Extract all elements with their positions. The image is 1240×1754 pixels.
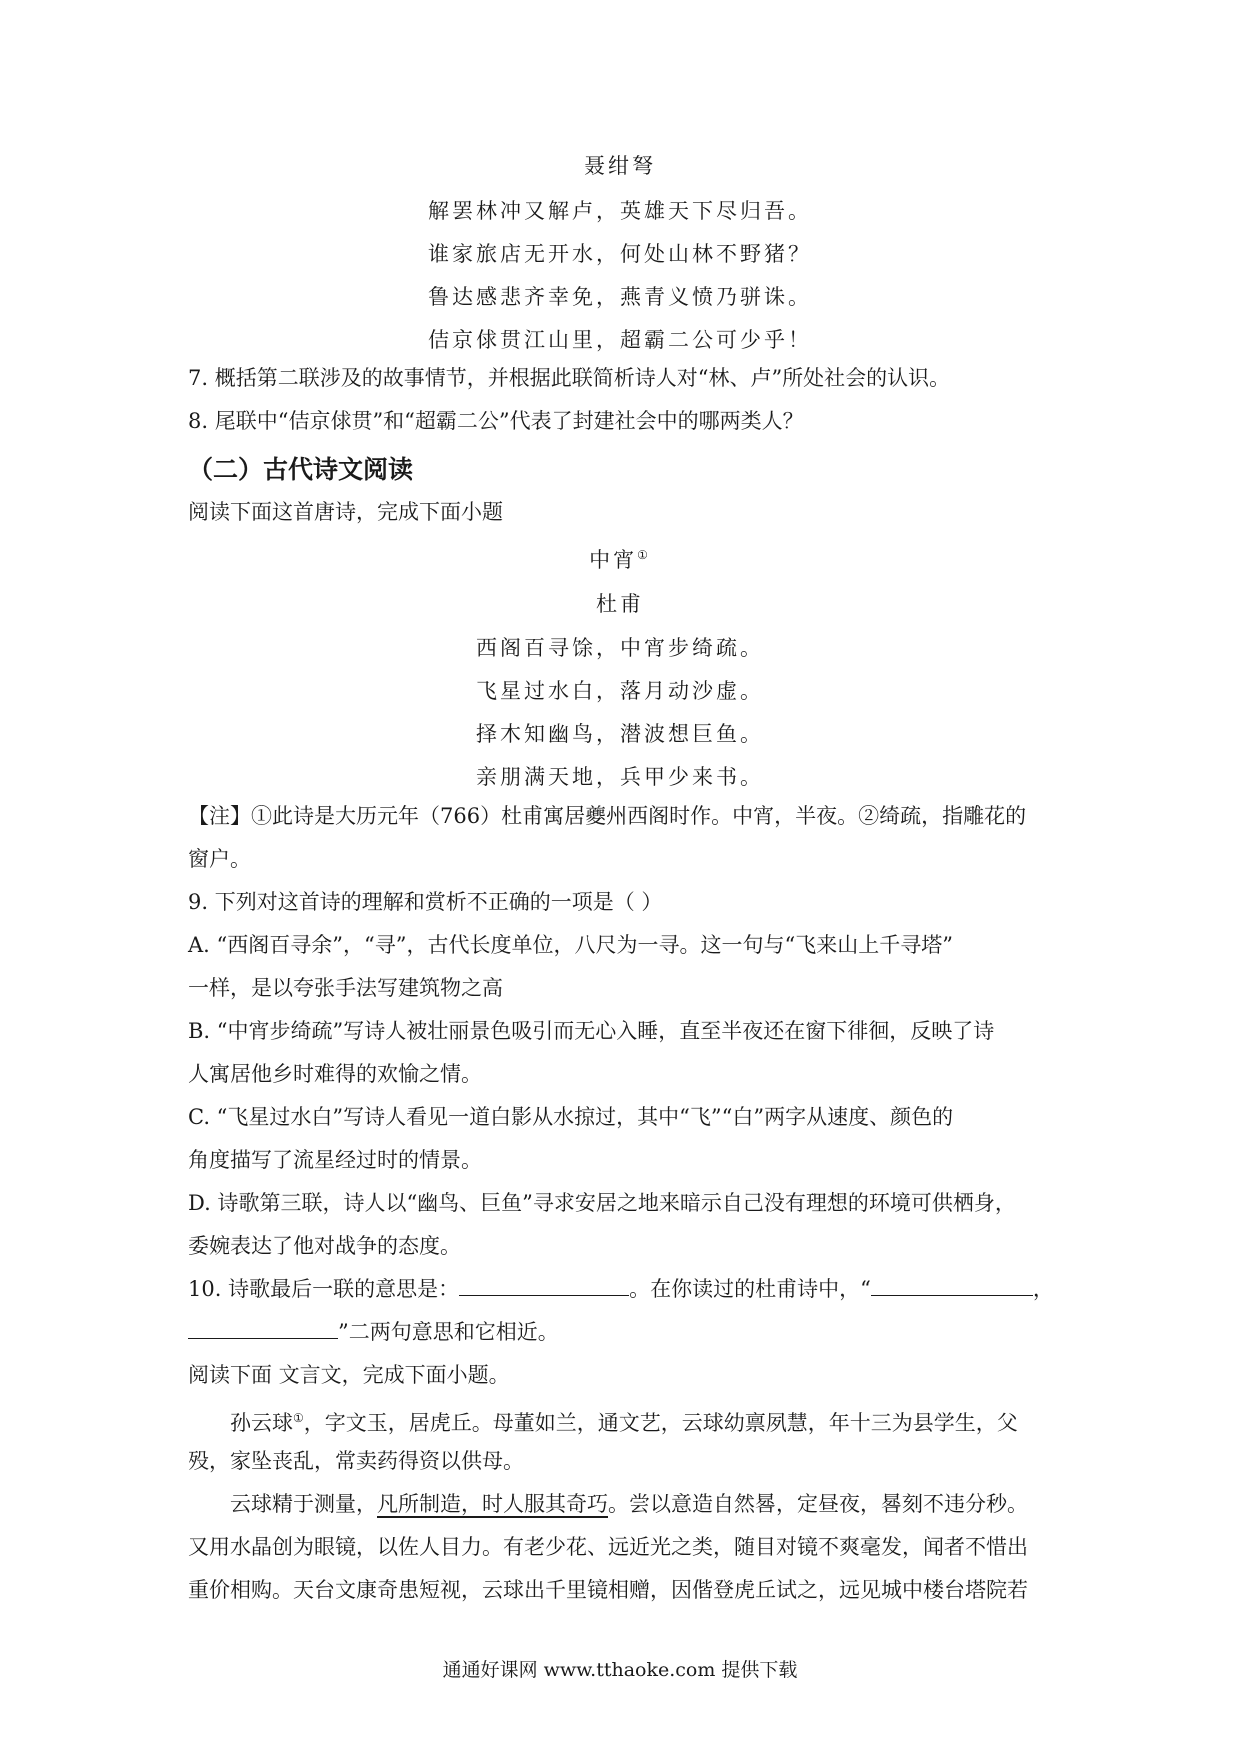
question-10-comma: ， [1032,1277,1054,1301]
question-9-stem: 9. 下列对这首诗的理解和赏析不正确的一项是（ ） [188,890,663,914]
option-a-line-2: 一样，是以夸张手法写建筑物之高 [188,976,503,1000]
option-d-line-1: D. 诗歌第三联，诗人以“幽鸟、巨鱼”寻求安居之地来暗示自己没有理想的环境可供栖身， [188,1191,1016,1215]
passage-p1-text: ，字文玉，居虎丘。母董如兰，通文艺，云球幼禀夙慧，年十三为县学生，父 [303,1411,1018,1435]
passage-p2-line-3: 重价相购。天台文康奇患短视，云球出千里镜相赠，因偕登虎丘试之，远见城中楼台塔院若 [188,1578,1028,1602]
poem1-line-3: 鲁达感悲齐幸免，燕青义愤乃骈诛。 [428,285,812,309]
question-8: 8. 尾联中“佶京俅贯”和“超霸二公”代表了封建社会中的哪两类人？ [188,409,804,433]
section-heading: （二）古代诗文阅读 [188,455,414,484]
question-10-end: ”二两句意思和它相近。 [338,1320,559,1344]
poem1-line-1: 解罢林冲又解卢，英雄天下尽归吾。 [428,199,812,223]
passage-p1-name: 孙云球 [230,1411,293,1435]
poem2-line-4: 亲朋满天地，兵甲少来书。 [476,765,764,789]
note-line-2: 窗户。 [188,847,251,871]
poem1-author: 聂绀弩 [584,154,656,178]
passage-p1-line-2: 殁，家坠丧乱，常卖药得资以供母。 [188,1449,524,1473]
poem2-title-footnote-mark: ① [637,548,651,562]
passage-p2-text: 。尝以意造自然晷，定昼夜，晷刻不违分秒。 [608,1492,1028,1516]
passage-p2-start: 云球精于测量， [230,1492,377,1516]
question-10-line-1 [188,1268,1058,1311]
poem1-line-2: 谁家旅店无开水，何处山林不野猪？ [428,242,812,266]
passage-footnote-mark: ① [293,1411,304,1425]
passage-p1-line-1 [188,1397,1100,1445]
note-line-1: 【注】①此诗是大历元年（766）杜甫寓居夔州西阁时作。中宵，半夜。②绮疏，指雕花的 [188,804,1027,828]
poem2-title [0,544,1240,574]
poem1-line-4: 佶京俅贯江山里，超霸二公可少乎！ [428,328,812,352]
option-c-line-2: 角度描写了流星经过时的情景。 [188,1148,482,1172]
option-b-line-1: B. “中宵步绮疏”写诗人被壮丽景色吸引而无心入睡，直至半夜还在窗下徘徊，反映了诗 [188,1019,995,1043]
option-b-line-2: 人寓居他乡时难得的欢愉之情。 [188,1062,482,1086]
answer-blank-2[interactable] [871,1271,1033,1296]
option-a-line-1: A. “西阁百寻余”，“寻”，古代长度单位，八尺为一寻。这一句与“飞来山上千寻塔” [188,933,953,957]
question-10-middle: 。在你读过的杜甫诗中，“ [629,1277,871,1301]
passage-p2-line-1 [188,1483,1100,1526]
poem2-title-text: 中宵 [589,548,638,572]
question-7: 7. 概括第二联涉及的故事情节，并根据此联简析诗人对“林、卢”所处社会的认识。 [188,366,951,390]
reading-intro-poem: 阅读下面这首唐诗，完成下面小题 [188,500,503,524]
poem2-line-3: 择木知幽鸟，潜波想巨鱼。 [476,722,764,746]
poem2-line-1: 西阁百寻馀，中宵步绮疏。 [476,636,764,660]
passage-p2-line-2: 又用水晶创为眼镜，以佐人目力。有老少花、远近光之类，随目对镜不爽毫发，闻者不惜出 [188,1535,1028,1559]
question-10-prompt: 10. 诗歌最后一联的意思是： [188,1277,460,1301]
passage-underlined-sentence: 凡所制造，时人服其奇巧 [377,1492,608,1516]
question-10-line-2 [188,1311,1058,1354]
answer-blank-1[interactable] [459,1271,629,1296]
reading-intro-passage: 阅读下面 文言文，完成下面小题。 [188,1363,510,1387]
option-c-line-1: C. “飞星过水白”写诗人看见一道白影从水掠过，其中“飞”“白”两字从速度、颜色的 [188,1105,954,1129]
page-footer: 通通好课网 www.tthaoke.com 提供下载 [442,1659,798,1681]
option-d-line-2: 委婉表达了他对战争的态度。 [188,1234,461,1258]
answer-blank-3[interactable] [188,1314,338,1339]
poem2-line-2: 飞星过水白，落月动沙虚。 [476,679,764,703]
poem2-author: 杜甫 [596,592,644,616]
